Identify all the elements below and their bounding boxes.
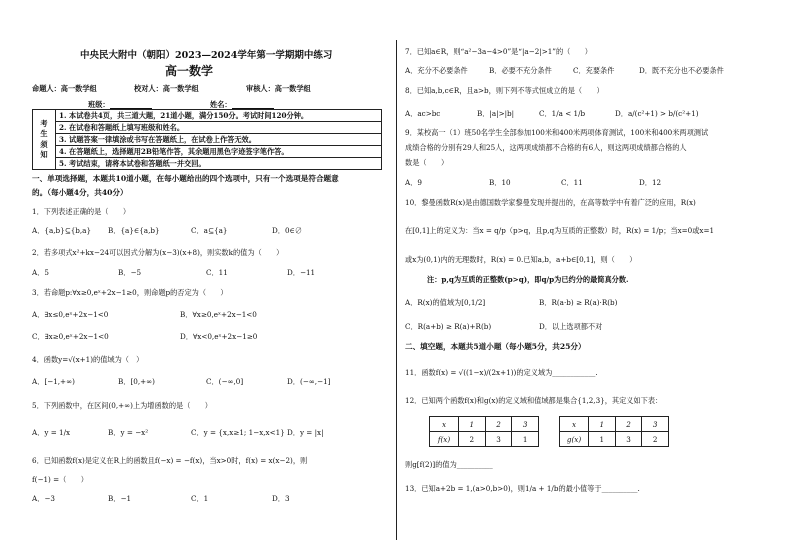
section1-heading: 一、单项选择题，本题共10道小题，在每小题给出的四个选项中，只有一个选项是符合题意 — [32, 174, 339, 183]
name-label: 姓名： — [210, 100, 232, 109]
option: B．|a|>|b| — [477, 109, 515, 118]
option: B．[0,+∞) — [118, 377, 155, 386]
option: A．R(x)的值域为[0,1/2] — [405, 298, 486, 307]
option: C．R(a+b) ≥ R(a)+R(b) — [405, 322, 492, 331]
table-cell: 2 — [642, 432, 669, 447]
table-cell: 1 — [459, 417, 486, 432]
option: D．既不充分也不必要条件 — [639, 66, 724, 75]
table-cell: x — [430, 417, 459, 432]
option: D．∀x<0,eˣ+2x−1≥0 — [180, 332, 258, 341]
table-cell: 1 — [512, 432, 539, 447]
option: D．3 — [272, 494, 290, 503]
option: C．充要条件 — [573, 66, 615, 75]
class-label: 班级： — [88, 100, 110, 109]
question-7-stem: 7．已知a∈R，则“a²−3a−4>0”是“|a−2|>1”的（ ） — [405, 47, 592, 56]
option: A．y = 1/x — [32, 428, 71, 437]
school-title: 中央民大附中（朝阳）2023—2024学年第一学期期中练习 — [80, 50, 333, 61]
option: A．∃x≤0,eˣ+2x−1<0 — [32, 310, 109, 319]
table-cell: g(x) — [560, 432, 589, 447]
option: C．∃x≥0,eˣ+2x−1<0 — [32, 332, 109, 341]
option: B．∀x≥0,eˣ+2x−1<0 — [180, 310, 257, 319]
question-10-note: 注：p,q为互质的正整数(p>q)，即q/p为已约分的最简真分数. — [427, 275, 629, 284]
question-10-stem-cont: 在[0,1]上的定义为：当x = q/p（p>q，且p,q为互质的正整数）时，R(x) = 1/p；当x=0或x=1 — [405, 226, 715, 235]
table-cell: f(x) — [430, 432, 459, 447]
table-row — [560, 432, 669, 447]
table-cell: 2 — [459, 432, 486, 447]
table-cell: x — [560, 417, 589, 432]
table-cell: 2 — [615, 417, 642, 432]
question-4-stem: 4．函数y=√(x+1)的值域为（ ） — [32, 355, 144, 364]
option: B．−1 — [108, 494, 132, 503]
option: D．以上选项都不对 — [539, 322, 603, 331]
option: A．{a,b}⊆{b,a} — [32, 226, 92, 235]
table-cell: 3 — [485, 432, 512, 447]
option: D．0∈∅ — [272, 226, 303, 235]
subject-title: 高一数学 — [165, 64, 214, 78]
table-row — [430, 432, 539, 447]
option: B．10 — [489, 178, 511, 187]
question-2-stem: 2．若多项式x²+kx−24可以因式分解为(x−3)(x+8)，则实数k的值为（ ） — [32, 248, 284, 257]
author-line: 命题人：高一数学组 — [32, 84, 97, 93]
option: A．ac>bc — [405, 109, 441, 118]
question-10-stem: 10．黎曼函数R(x)是由德国数学家黎曼发现并提出的，在高等数学中有着广泛的应用，R(x) — [405, 198, 696, 207]
option: A．[−1,+∞) — [32, 377, 75, 386]
table-f — [429, 416, 539, 447]
class-field — [88, 100, 152, 109]
option: A．5 — [32, 268, 49, 277]
option: D．(−∞,−1] — [287, 377, 331, 386]
notice-side-label: 考 生 须 知 — [33, 110, 56, 170]
name-field — [210, 100, 274, 109]
option: D．12 — [639, 178, 662, 187]
right-column — [397, 0, 794, 550]
question-11: 11．函数f(x) = √((1−x)/(2x+1))的定义域为____________. — [405, 368, 598, 377]
notice-item: 3. 试题答案一律填涂或书写在答题纸上，在试卷上作答无效。 — [56, 134, 382, 146]
notice-item: 1. 本试卷共4页，共三道大题，21道小题，满分150分。考试时间120分钟。 — [56, 110, 382, 122]
question-6-stem-cont: f(−1) =（ ） — [32, 475, 88, 484]
notice-item: 4. 在答题纸上，选择题用2B铅笔作答，其余题用黑色字迹签字笔作答。 — [56, 146, 382, 158]
option: B．R(a·b) ≥ R(a)·R(b) — [539, 298, 618, 307]
reviewer-line: 审核人：高一数学组 — [246, 84, 311, 93]
option: C．11 — [206, 268, 228, 277]
table-cell: 3 — [615, 432, 642, 447]
section1-heading-cont: 的。（每小题4分，共40分） — [32, 188, 128, 197]
notice-item: 2. 在试卷和答题纸上填写班级和姓名。 — [56, 122, 382, 134]
section2-heading: 二、填空题，本题共5道小题（每小题5分，共25分） — [405, 342, 586, 351]
question-9-stem-cont: 成绩合格的分别有29人和25人，这两项成绩都不合格的有6人，则这两项成绩都合格的人 — [405, 143, 687, 152]
table-cell: 3 — [512, 417, 539, 432]
option: A．9 — [405, 178, 422, 187]
question-9-stem: 9．某校高一（1）班50名学生全部参加100米和400米两项体育测试，100米和400米两项测试 — [405, 128, 709, 137]
option: D．−11 — [287, 268, 316, 277]
table-row — [430, 417, 539, 432]
question-3-stem: 3．若命题p:∀x≥0,eˣ+2x−1≥0，则命题p的否定为（ ） — [32, 288, 228, 297]
option: D．a/(c²+1) > b/(c²+1) — [615, 109, 699, 118]
question-12-stem: 12．已知两个函数f(x)和g(x)的定义域和值域都是集合{1,2,3}，其定义如下表： — [405, 396, 663, 405]
option: C．1/a < 1/b — [539, 109, 586, 118]
table-g — [559, 416, 669, 447]
table-cell: 1 — [589, 417, 616, 432]
option: B．{a}∈{a,b} — [108, 226, 160, 235]
option: C．11 — [561, 178, 583, 187]
option: C．(−∞,0] — [206, 377, 244, 386]
table-cell: 1 — [589, 432, 616, 447]
question-12-answer-line: 则g[f(2)]的值为__________ — [405, 460, 493, 469]
table-row — [560, 417, 669, 432]
option: A．充分不必要条件 — [405, 66, 468, 75]
question-8-stem: 8．已知a,b,c∈R，且a>b，则下列不等式恒成立的是（ ） — [405, 86, 604, 95]
notice-item: 5. 考试结束，请将本试卷和答题纸一并交回。 — [56, 158, 382, 170]
option: A．−3 — [32, 494, 55, 503]
question-6-stem: 6．已知函数f(x)是定义在R上的函数且f(−x) = −f(x)，当x>0时，f(x) = x(x−2)，则 — [32, 456, 308, 465]
option: B．y = −x² — [108, 428, 149, 437]
option: C．y = {x,x≥1; 1−x,x<1} — [191, 428, 285, 437]
option: D．y = |x| — [287, 428, 324, 437]
proofreader-line: 校对人：高一数学组 — [134, 84, 199, 93]
notice-table — [32, 109, 382, 170]
question-5-stem: 5．下列函数中，在区间(0,+∞)上为增函数的是（ ） — [32, 401, 212, 410]
option: C．1 — [191, 494, 209, 503]
question-13: 13．已知a+2b = 1,(a>0,b>0)，则1/a + 1/b的最小值等于__________. — [405, 484, 640, 493]
question-10-stem-cont2: 或x为(0,1)内的无理数时，R(x) = 0.已知a,b，a+b∈[0,1]，则（ ） — [405, 255, 637, 264]
option: B．必要不充分条件 — [489, 66, 552, 75]
question-9-stem-cont2: 数是（ ） — [405, 158, 449, 167]
question-1-stem: 1．下列表述正确的是（ ） — [32, 207, 131, 216]
option: B．−5 — [118, 268, 142, 277]
table-cell: 3 — [642, 417, 669, 432]
table-cell: 2 — [485, 417, 512, 432]
option: C．a⊆{a} — [191, 226, 228, 235]
